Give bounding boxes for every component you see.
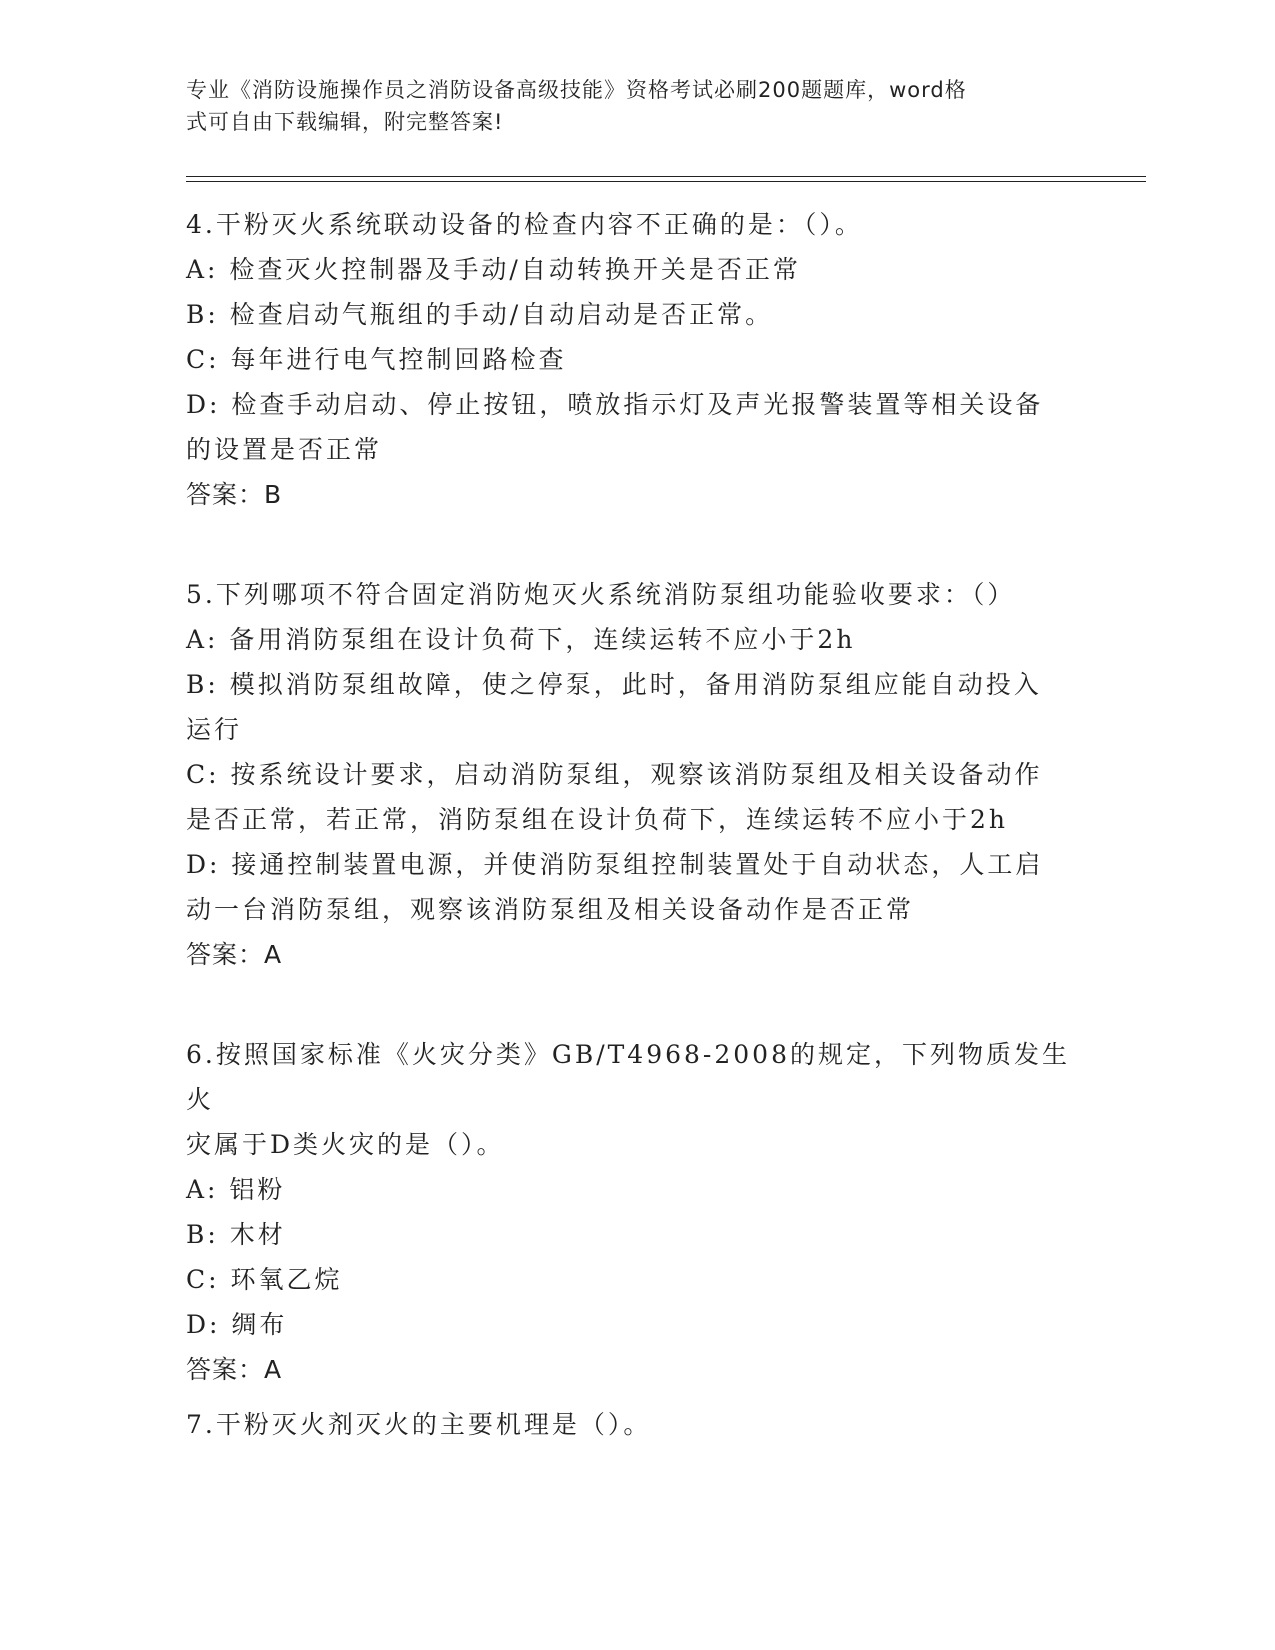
option-b: B: 模拟消防泵组故障，使之停泵，此时，备用消防泵组应能自动投入 [186,670,1042,699]
question-7 [186,1402,1086,1447]
option-a: A: 检查灭火控制器及手动/自动转换开关是否正常 [186,255,801,284]
option-d: D: 检查手动启动、停止按钮，喷放指示灯及声光报警装置等相关设备 [186,390,1044,419]
option-a: A: 铝粉 [186,1175,286,1204]
answer: 答案：B [186,480,283,509]
answer: 答案：A [186,1355,283,1384]
question-5 [186,572,1086,977]
answer: 答案：A [186,940,283,969]
option-d-continued: 动一台消防泵组，观察该消防泵组及相关设备动作是否正常 [186,895,915,924]
document-header [186,74,1066,138]
question-stem: 7.干粉灭火剂灭火的主要机理是（）。 [186,1410,652,1439]
option-c: C: 按系统设计要求，启动消防泵组，观察该消防泵组及相关设备动作 [186,760,1043,789]
option-a: A: 备用消防泵组在设计负荷下，连续运转不应小于2h [186,625,856,654]
option-c: C: 环氧乙烷 [186,1265,343,1294]
option-d: D: 接通控制装置电源，并使消防泵组控制装置处于自动状态，人工启 [186,850,1044,879]
header-line-1: 专业《消防设施操作员之消防设备高级技能》资格考试必刷200题题库，word格 [186,78,967,102]
option-c: C: 每年进行电气控制回路检查 [186,345,567,374]
option-c-continued: 是否正常，若正常，消防泵组在设计负荷下，连续运转不应小于2h [186,805,1009,834]
option-b: B: 木材 [186,1220,286,1249]
header-rule-bottom [186,181,1146,182]
header-line-2: 式可自由下载编辑，附完整答案! [186,110,504,134]
question-4 [186,202,1086,517]
question-stem: 6.按照国家标准《火灾分类》GB/T4968-2008的规定，下列物质发生火 [186,1040,1070,1114]
question-6 [186,1032,1086,1392]
option-b-continued: 运行 [186,715,243,744]
option-d: D: 绸布 [186,1310,288,1339]
question-stem: 4.干粉灭火系统联动设备的检查内容不正确的是：（）。 [186,210,863,239]
question-stem: 5.下列哪项不符合固定消防炮灭火系统消防泵组功能验收要求：（） [186,580,1016,609]
option-d-continued: 的设置是否正常 [186,435,383,464]
option-b: B: 检查启动气瓶组的手动/自动启动是否正常。 [186,300,774,329]
question-stem-continued: 灾属于D类火灾的是（）。 [186,1130,505,1159]
header-rule-top [186,176,1146,177]
